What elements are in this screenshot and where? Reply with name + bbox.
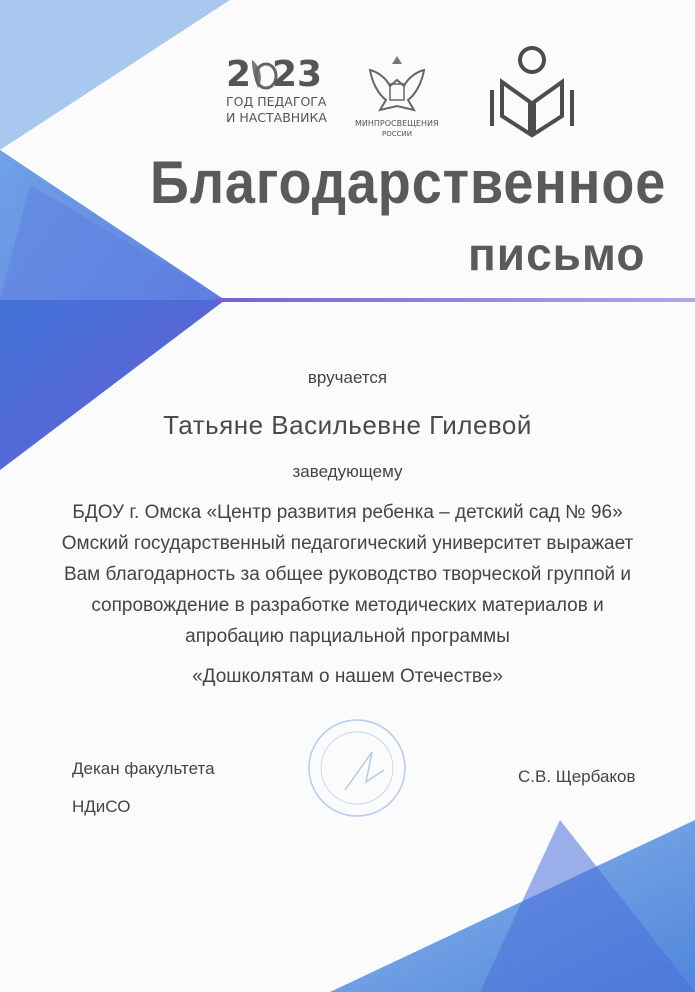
recipient-name: Татьяне Васильевне Гилевой xyxy=(163,410,532,440)
signer-title-line1: Декан факультета xyxy=(72,759,215,778)
ministry-line2: РОССИИ xyxy=(382,130,412,138)
ministry-logo xyxy=(352,52,442,142)
awarded-text: вручается xyxy=(307,368,388,387)
signer-title-line2: НДиСО xyxy=(72,797,131,816)
year-logo-line1: ГОД ПЕДАГОГА xyxy=(226,94,327,109)
corner-triangle-top-left xyxy=(0,0,230,150)
book-reader-icon xyxy=(486,44,578,136)
body-line-2: Омский государственный педагогический университет выражает xyxy=(61,533,634,554)
signer-name: С.В. Щербаков xyxy=(518,767,636,786)
certificate-subtitle: письмо xyxy=(468,228,646,280)
double-headed-eagle-icon xyxy=(352,52,442,142)
university-emblem xyxy=(486,44,578,136)
year-logo-line2: И НАСТАВНИКА xyxy=(226,110,327,125)
recipient-position: заведующему xyxy=(292,462,403,481)
body-line-5: апробацию парциальной программы xyxy=(185,626,510,647)
year-digit-left: 2 xyxy=(226,54,252,95)
program-name: «Дошколятам о нашем Отечестве» xyxy=(192,666,503,687)
year-digit-right: 23 xyxy=(272,54,323,95)
divider-stripe xyxy=(215,298,695,302)
body-line-1: БДОУ г. Омска «Центр развития ребенка – детский сад № 96» xyxy=(72,502,623,523)
body-line-4: сопровождение в разработке методических материалов и xyxy=(91,595,604,616)
year-of-teacher-logo xyxy=(222,48,327,138)
ministry-line1: МИНПРОСВЕЩЕНИЯ xyxy=(355,119,439,128)
certificate-title: Благодарственное xyxy=(150,149,667,216)
body-line-3: Вам благодарность за общее руководство творческой группой и xyxy=(63,564,632,585)
year-2023-emblem-icon xyxy=(222,48,327,138)
stamp-seal xyxy=(309,720,405,816)
